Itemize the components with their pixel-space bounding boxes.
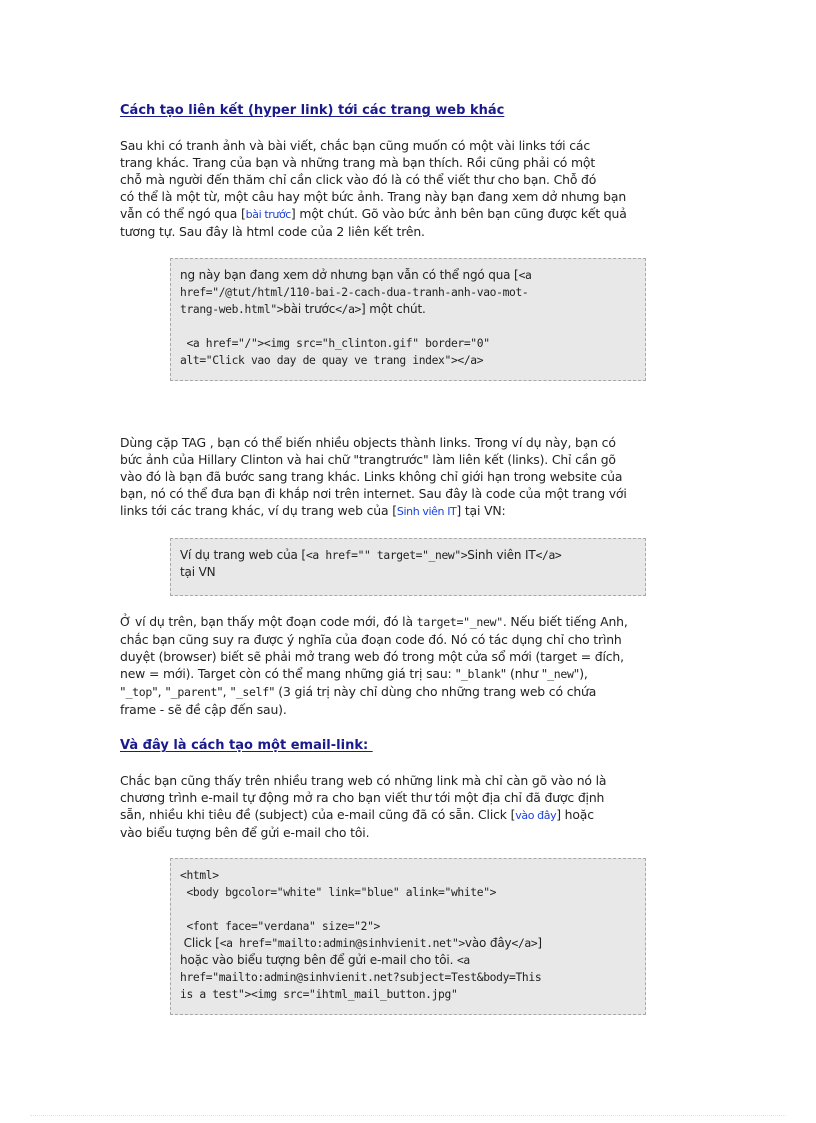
- text-line: Sau khi có tranh ảnh và bài viết, chắc bạn cũng muốn có một vài links tới các: [120, 138, 591, 153]
- text-segment: Ở ví dụ trên, bạn thấy một đoạn code mới, đó là: [120, 614, 417, 629]
- code-snippet: <a href="/"><img src="h_clinton.gif" border="0": [180, 337, 490, 350]
- code-line: [180, 867, 636, 884]
- text-line: chương trình e-mail tự động mở ra cho bạn viết thư tới một địa chỉ đã được định: [120, 790, 605, 805]
- text-segment: sẵn, nhiều khi tiêu đề (subject) của e-mail cũng đã có sẵn. Click [: [120, 807, 516, 822]
- code-snippet: </a>: [535, 549, 562, 562]
- text-line: frame - sẽ đề cập đến sau).: [120, 702, 287, 717]
- text-line: [120, 806, 692, 824]
- code-snippet: <a href="mailto:admin@sinhvienit.net">: [219, 937, 465, 950]
- code-text: Sinh viên IT: [467, 548, 536, 562]
- code-snippet: <html>: [180, 869, 219, 882]
- text-segment: " (3 giá trị này chỉ dùng cho những trang web có chứa: [268, 684, 597, 699]
- code-text: ] một chút.: [361, 302, 426, 316]
- text-segment: vẫn có thể ngó qua [: [120, 206, 246, 221]
- code-snippet: <font face="verdana" size="2">: [180, 920, 380, 933]
- email-here-link[interactable]: vào đây: [515, 809, 557, 822]
- code-text: ]: [537, 936, 542, 950]
- code-snippet: </a>: [335, 303, 361, 316]
- code-text: hoặc vào biểu tượng bên để gửi e-mail cho tôi.: [180, 953, 457, 967]
- text-segment: new = mới). Target còn có thể mang những giá trị sau: ": [120, 666, 461, 681]
- text-line: vào biểu tượng bên để gửi e-mail cho tôi.: [120, 825, 370, 840]
- code-snippet: </a>: [511, 937, 538, 950]
- text-segment: ] hoặc: [556, 807, 594, 822]
- page-bottom-divider: [30, 1115, 786, 1116]
- code-inline: target="_new": [416, 615, 503, 629]
- code-line: [180, 301, 636, 318]
- code-inline: _blank: [460, 667, 501, 681]
- code-line: [180, 935, 636, 952]
- code-snippet: <body bgcolor="white" link="blue" alink="white">: [180, 886, 497, 899]
- code-box-link-example: [170, 258, 646, 381]
- code-line: [180, 335, 636, 352]
- text-segment: " (như ": [500, 666, 548, 681]
- code-line: [180, 952, 636, 969]
- code-line-blank: [180, 901, 636, 918]
- text-segment: ", ": [152, 684, 171, 699]
- code-line: [180, 284, 636, 301]
- previous-article-link[interactable]: bài trước: [245, 208, 291, 221]
- code-text: ng này bạn đang xem dở nhưng bạn vẫn có thể ngó qua [: [180, 268, 519, 282]
- code-line: [180, 918, 636, 935]
- sinh-vien-it-link[interactable]: Sinh viên IT: [396, 505, 457, 518]
- section-heading-hyperlinks: Cách tạo liên kết (hyper link) tới các trang web khác: [120, 103, 505, 118]
- text-segment: "),: [573, 666, 588, 681]
- text-line: bức ảnh của Hillary Clinton và hai chữ "trangtrước" làm liên kết (links). Chỉ cần gõ: [120, 452, 616, 467]
- code-text: vào đây: [464, 936, 512, 950]
- code-snippet: href="/@tut/html/110-bai-2-cach-dua-tranh-anh-vao-mot-: [180, 286, 529, 299]
- paragraph-tag-links: [120, 434, 692, 520]
- text-segment: links tới các trang khác, ví dụ trang web của [: [120, 503, 397, 518]
- code-inline: _new: [547, 667, 574, 681]
- text-segment: ] một chút. Gõ vào bức ảnh bên bạn cũng được kết quả: [290, 206, 627, 221]
- code-text: bài trước: [283, 302, 336, 316]
- code-box-target-example: [170, 538, 646, 596]
- text-segment: . Nếu biết tiếng Anh,: [502, 614, 628, 629]
- text-line: [120, 665, 692, 683]
- code-inline: _top: [125, 685, 153, 699]
- section-heading-email-link: Và đây là cách tạo một email-link:: [120, 738, 373, 753]
- code-snippet: alt="Click vao day de quay ve trang index"></a>: [180, 354, 484, 367]
- text-line: Dùng cặp TAG , bạn có thể biến nhiều objects thành links. Trong ví dụ này, bạn có: [120, 435, 616, 450]
- text-line: bạn, nó có thể đưa bạn đi khắp nơi trên internet. Sau đây là code của một trang với: [120, 486, 627, 501]
- text-line: Chắc bạn cũng thấy trên nhiều trang web có những link mà chỉ càn gõ vào nó là: [120, 773, 607, 788]
- code-text: Click [: [180, 936, 220, 950]
- text-segment: ": [120, 684, 126, 699]
- text-line: chỗ mà người đến thăm chỉ cần click vào đó là có thể viết thư cho bạn. Chỗ đó: [120, 172, 597, 187]
- code-line: [180, 969, 636, 986]
- text-line: trang khác. Trang của bạn và những trang mà bạn thích. Rồi cũng phải có một: [120, 155, 596, 170]
- text-line: tương tự. Sau đây là html code của 2 liên kết trên.: [120, 224, 425, 239]
- code-snippet: trang-web.html">: [180, 303, 284, 316]
- text-line: chắc bạn cũng suy ra được ý nghĩa của đoạn code đó. Nó có tác dụng chỉ cho trình: [120, 632, 622, 647]
- code-snippet: <a: [518, 269, 532, 282]
- code-line-blank: [180, 318, 636, 335]
- text-line: có thể là một từ, một câu hay một bức ảnh. Trang này bạn đang xem dở nhưng bạn: [120, 189, 627, 204]
- paragraph-email-link: [120, 772, 692, 841]
- code-line: [180, 884, 636, 901]
- paragraph-target-explanation: [120, 613, 692, 718]
- code-snippet: href="mailto:admin@sinhvienit.net?subject=Test&body=This: [180, 971, 542, 984]
- code-snippet: <a: [456, 954, 470, 967]
- code-inline: _parent: [170, 685, 218, 699]
- text-segment: ", ": [217, 684, 236, 699]
- text-line: [120, 613, 692, 631]
- code-inline: _self: [235, 685, 269, 699]
- paragraph-intro-links: [120, 137, 692, 240]
- code-snippet: <a href="" target="_new">: [305, 549, 468, 562]
- code-text: Ví dụ trang web của [: [180, 548, 306, 562]
- text-line: [120, 683, 692, 701]
- text-line: duyệt (browser) biết sẽ phải mở trang web đó trong một cửa sổ mới (target = đích,: [120, 649, 624, 664]
- code-line: [180, 547, 636, 564]
- code-line: [180, 267, 636, 284]
- code-line: [180, 352, 636, 369]
- text-line: [120, 205, 692, 223]
- code-snippet: is a test"><img src="ihtml_mail_button.jpg": [180, 988, 458, 1001]
- code-line: tại VN: [180, 565, 216, 579]
- text-segment: ] tại VN:: [456, 503, 506, 518]
- code-box-email-example: [170, 858, 646, 1015]
- text-line: [120, 502, 692, 520]
- text-line: vào đó là bạn đã bước sang trang khác. Links không chỉ giới hạn trong website của: [120, 469, 623, 484]
- code-line: [180, 986, 636, 1003]
